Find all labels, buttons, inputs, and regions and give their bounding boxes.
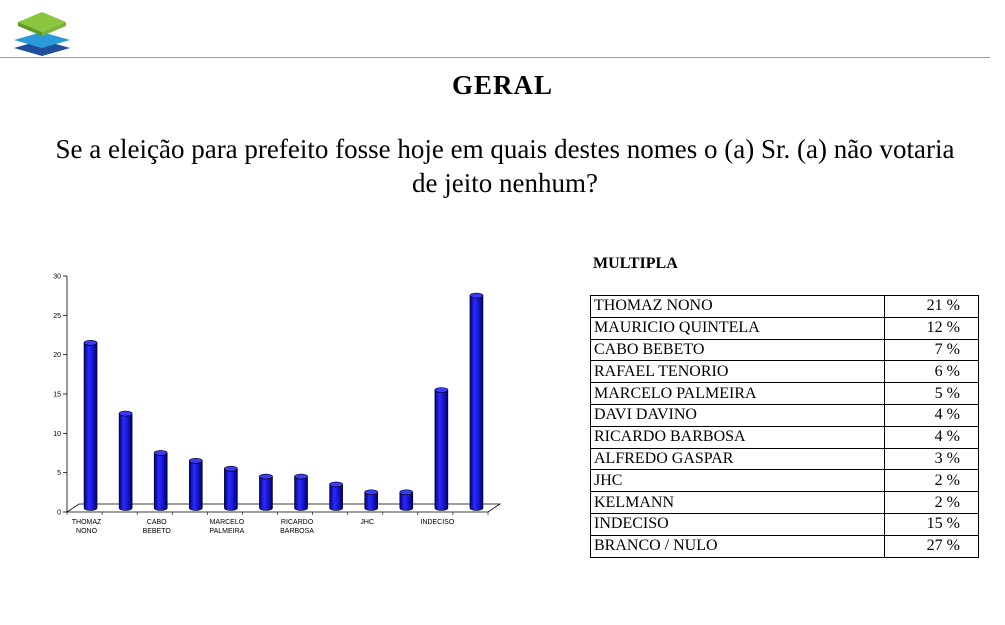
row-percentage: 27 % (884, 535, 978, 557)
y-tick-label: 20 (53, 352, 61, 360)
table-row (591, 426, 979, 448)
bar (259, 474, 272, 510)
row-candidate-name: MARCELO PALMEIRA (591, 383, 885, 405)
stacked-layers-icon (12, 10, 72, 60)
table-row (591, 448, 979, 470)
header-divider (0, 57, 990, 58)
results-table (590, 295, 979, 558)
page-heading: GERAL (451, 70, 554, 98)
question-text: Se a eleição para prefeito fosse hoje em quais destes nomes o (a) Sr. (a) não votaria de jeito nenhum? (55, 134, 955, 198)
row-percentage: 4 % (884, 404, 978, 426)
table-row (591, 470, 979, 492)
x-tick-label: BARBOSA (280, 528, 314, 535)
x-tick-label: RICARDO (280, 519, 314, 526)
row-percentage: 2 % (884, 492, 978, 514)
table-row (591, 492, 979, 514)
x-tick-label: INDECISO (420, 519, 455, 526)
bar (84, 340, 97, 510)
y-tick-label: 25 (53, 312, 61, 320)
bar (365, 490, 378, 511)
x-tick-label: CABO (146, 519, 167, 526)
table-row (591, 404, 979, 426)
table-row (591, 535, 979, 557)
row-candidate-name: CABO BEBETO (591, 339, 885, 361)
x-tick-label: MARCELO (209, 519, 245, 526)
row-candidate-name: INDECISO (591, 513, 885, 535)
bar (470, 293, 483, 510)
y-tick-label: 15 (53, 391, 61, 399)
row-percentage: 7 % (884, 339, 978, 361)
row-percentage: 21 % (884, 296, 978, 318)
bar-chart (40, 262, 515, 552)
table-row (591, 317, 979, 339)
bar (224, 466, 237, 510)
x-tick-label: BEBETO (142, 528, 171, 535)
row-candidate-name: JHC (591, 470, 885, 492)
bar (119, 411, 132, 510)
row-percentage: 3 % (884, 448, 978, 470)
table-row (591, 339, 979, 361)
row-candidate-name: THOMAZ NONO (591, 296, 885, 318)
table-title: MULTIPLA (593, 255, 678, 272)
row-candidate-name: RAFAEL TENORIO (591, 361, 885, 383)
row-percentage: 4 % (884, 426, 978, 448)
table-row (591, 383, 979, 405)
x-tick-label: PALMEIRA (209, 528, 245, 535)
row-candidate-name: MAURICIO QUINTELA (591, 317, 885, 339)
bar (435, 388, 448, 511)
y-tick-label: 10 (53, 430, 61, 438)
row-candidate-name: BRANCO / NULO (591, 535, 885, 557)
table-row (591, 296, 979, 318)
bar (400, 490, 413, 511)
row-percentage: 15 % (884, 513, 978, 535)
row-candidate-name: ALFREDO GASPAR (591, 448, 885, 470)
bar (154, 450, 167, 510)
table-row (591, 361, 979, 383)
x-tick-label: JHC (360, 519, 375, 526)
row-candidate-name: RICARDO BARBOSA (591, 426, 885, 448)
y-tick-label: 5 (57, 470, 61, 478)
row-candidate-name: KELMANN (591, 492, 885, 514)
x-tick-label: NONO (76, 528, 98, 535)
row-percentage: 5 % (884, 383, 978, 405)
bar (330, 482, 343, 511)
y-tick-label: 0 (57, 509, 61, 517)
bar (189, 458, 202, 510)
bar (295, 474, 308, 510)
row-candidate-name: DAVI DAVINO (591, 404, 885, 426)
row-percentage: 12 % (884, 317, 978, 339)
row-percentage: 2 % (884, 470, 978, 492)
y-tick-label: 30 (53, 273, 61, 281)
row-percentage: 6 % (884, 361, 978, 383)
table-row (591, 513, 979, 535)
x-tick-label: THOMAZ (71, 519, 102, 526)
